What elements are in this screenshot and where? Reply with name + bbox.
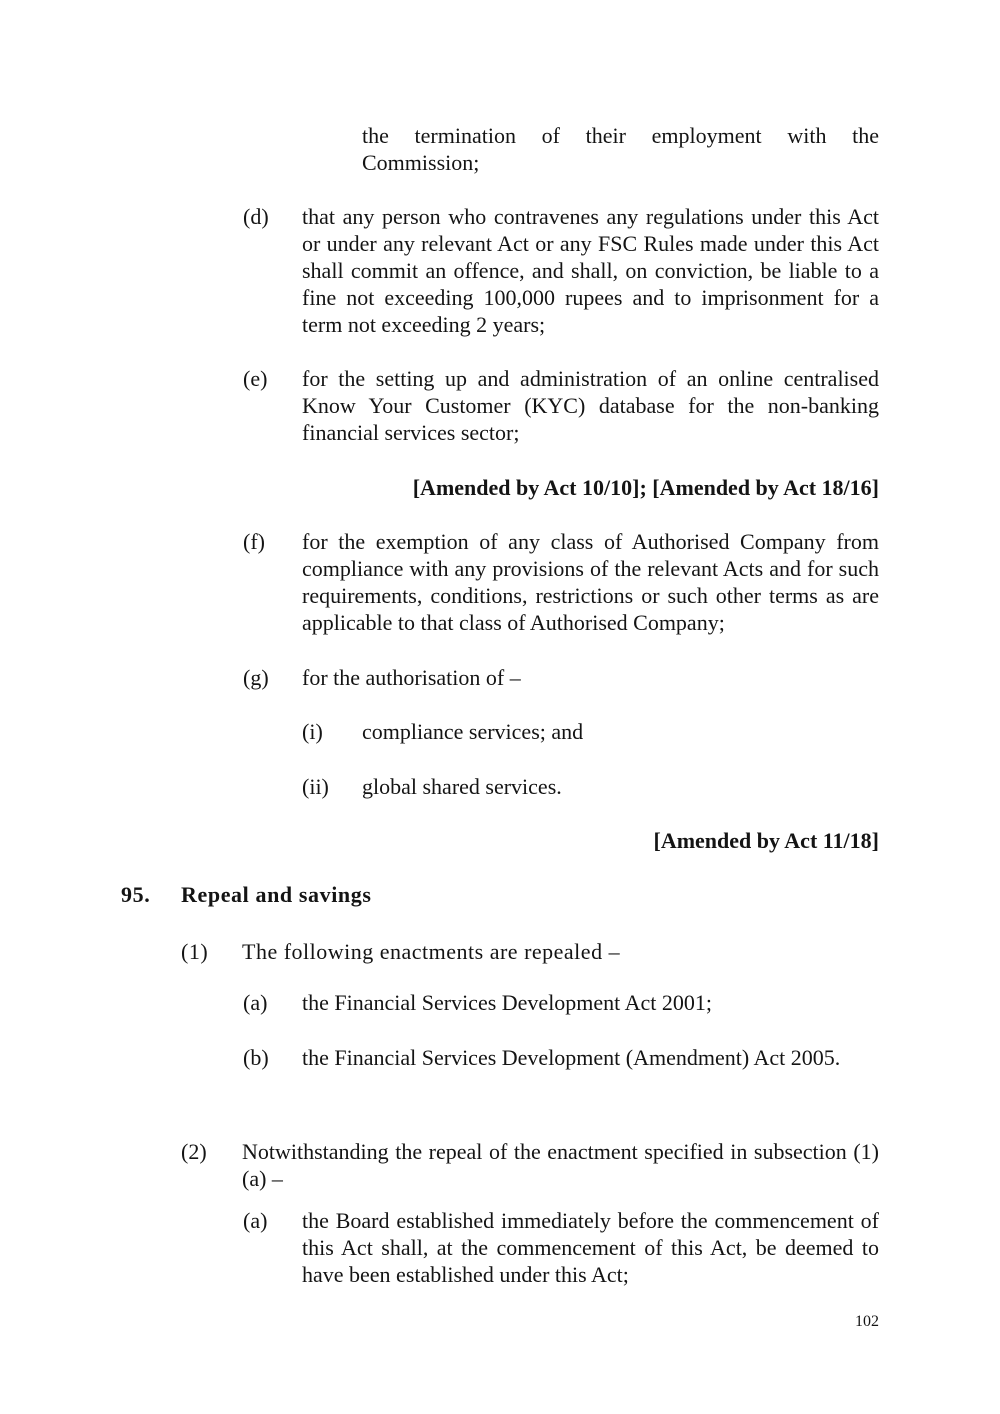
amendment-note: [Amended by Act 11/18]: [653, 828, 879, 853]
item-label-g: (g): [243, 665, 269, 690]
subitem-label-i: (i): [302, 719, 323, 744]
subsection-text-1: The following enactments are repealed –: [242, 939, 621, 964]
subsection-text-2: Notwithstanding the repeal of the enactment specified in subsection (1)(a) –: [242, 1139, 879, 1191]
item-text-2a: the Board established immediately before the commencement of this Act shall, at the commencement of this Act, be deemed to have been established under this Act;: [302, 1208, 879, 1287]
item-label-d: (d): [243, 204, 269, 229]
subitem-label-ii: (ii): [302, 774, 329, 799]
subitem-text-i: compliance services; and: [362, 719, 584, 744]
section-title: Repeal and savings: [181, 882, 372, 907]
item-text-1b: the Financial Services Development (Amendment) Act 2005.: [302, 1045, 841, 1070]
amendment-note: [Amended by Act 10/10]; [Amended by Act 18/16]: [412, 475, 879, 500]
item-label-1b: (b): [243, 1045, 269, 1070]
item-label-f: (f): [243, 529, 265, 554]
subitem-text-ii: global shared services.: [362, 774, 562, 799]
item-text-g: for the authorisation of –: [302, 665, 521, 690]
item-label-e: (e): [243, 366, 268, 391]
item-text-e: for the setting up and administration of an online centralised Know Your Customer (KYC) database for the non-banking financial services sector;: [302, 366, 879, 445]
item-text-d: that any person who contravenes any regulations under this Act or under any relevant Act or any FSC Rules made under this Act shall commit an offence, and shall, on conviction, be liable to a fine not exceeding 100,000 rupees and to imprisonment for a term not exceeding 2 years;: [302, 204, 879, 337]
item-text-1a: the Financial Services Development Act 2001;: [302, 990, 712, 1015]
page-number: 102: [855, 1313, 879, 1330]
item-text-f: for the exemption of any class of Authorised Company from compliance with any provisions of the relevant Acts and for such requirements, conditions, restrictions or such other terms as are applicable to that class of Authorised Company;: [302, 529, 879, 635]
item-label-1a: (a): [243, 990, 268, 1015]
subsection-label-1: (1): [181, 939, 209, 964]
continuation-text: the termination of their employment with the Commission;: [362, 123, 879, 175]
section-number: 95.: [121, 882, 151, 907]
item-label-2a: (a): [243, 1208, 268, 1233]
subsection-label-2: (2): [181, 1139, 207, 1164]
